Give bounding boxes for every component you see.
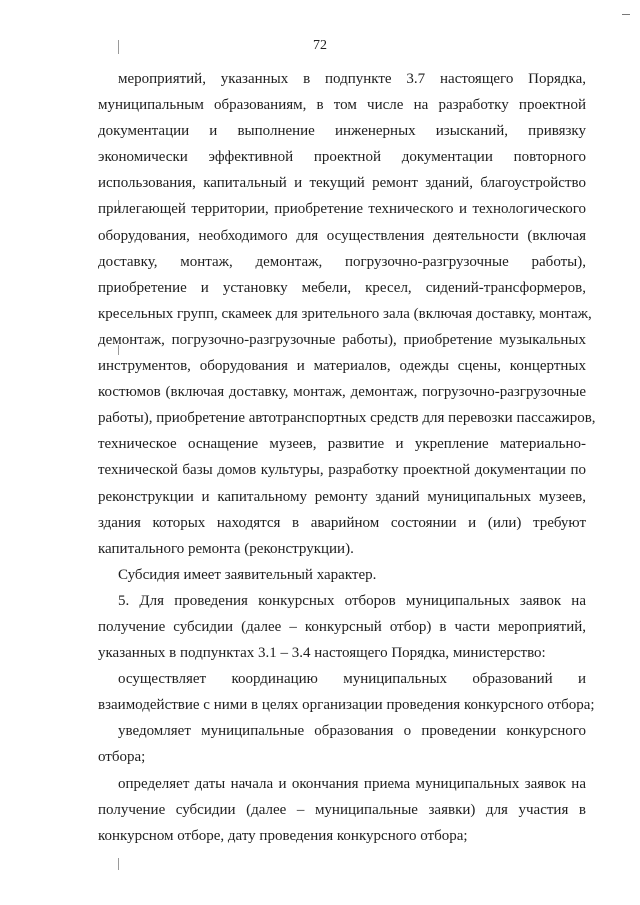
text-line: уведомляет муниципальные образования о проведении конкурсного — [118, 723, 586, 740]
text-line: работы), приобретение автотранспортных средств для перевозки пассажиров, — [98, 410, 596, 427]
text-line: осуществляет координацию муниципальных образований и — [118, 671, 586, 688]
body-text — [98, 66, 596, 849]
scan-corner-mark — [622, 14, 630, 15]
page-number: 72 — [313, 38, 327, 53]
text-line: демонтаж, погрузочно-разгрузочные работы), приобретение музыкальных — [98, 331, 586, 348]
text-line: оборудования, необходимого для осуществления деятельности (включая — [98, 227, 586, 244]
text-line: кресельных групп, скамеек для зрительного зала (включая доставку, монтаж, — [98, 305, 592, 322]
text-line: указанных в подпунктах 3.1 – 3.4 настоящего Порядка, министерство: — [98, 645, 546, 662]
scan-margin-mark — [118, 858, 119, 870]
text-line: получение субсидии (далее – муниципальные заявки) для участия в — [98, 801, 586, 818]
text-line: мероприятий, указанных в подпункте 3.7 настоящего Порядка, — [118, 71, 586, 87]
text-line: документации и выполнение инженерных изысканий, привязку — [98, 123, 586, 140]
text-line: использования, капитальный и текущий ремонт зданий, благоустройство — [98, 175, 586, 192]
text-line: костюмов (включая доставку, монтаж, демонтаж, погрузочно-разгрузочные — [98, 384, 586, 401]
text-line: техническое оснащение музеев, развитие и укрепление материально- — [98, 436, 586, 453]
text-line: муниципальным образованиям, в том числе на разработку проектной — [98, 97, 586, 114]
text-line: взаимодействие с ними в целях организации проведения конкурсного отбора; — [98, 697, 595, 714]
text-line: реконструкции и капитальному ремонту зданий муниципальных музеев, — [98, 488, 586, 505]
text-line: экономически эффективной проектной документации повторного — [98, 149, 586, 166]
text-line: определяет даты начала и окончания приема муниципальных заявок на — [118, 775, 586, 792]
text-line: конкурсном отборе, дату проведения конкурсного отбора; — [98, 827, 468, 844]
text-line: прилегающей территории, приобретение технического и технологического — [98, 201, 586, 218]
text-line: 5. Для проведения конкурсных отборов муниципальных заявок на — [118, 592, 586, 609]
text-line: приобретение и установку мебели, кресел, сидений-трансформеров, — [98, 279, 586, 296]
text-line: получение субсидии (далее – конкурсный отбор) в части мероприятий, — [98, 618, 586, 635]
text-line: здания которых находятся в аварийном состоянии и (или) требуют — [98, 514, 586, 531]
text-line: капитального ремонта (реконструкции). — [98, 540, 354, 557]
text-line: технической базы домов культуры, разработку проектной документации по — [98, 462, 586, 479]
text-line: Субсидия имеет заявительный характер. — [118, 566, 377, 583]
text-line: доставку, монтаж, демонтаж, погрузочно-разгрузочные работы), — [98, 253, 586, 270]
text-line: отбора; — [98, 749, 146, 766]
text-line: инструментов, оборудования и материалов, одежды сцены, концертных — [98, 358, 586, 375]
